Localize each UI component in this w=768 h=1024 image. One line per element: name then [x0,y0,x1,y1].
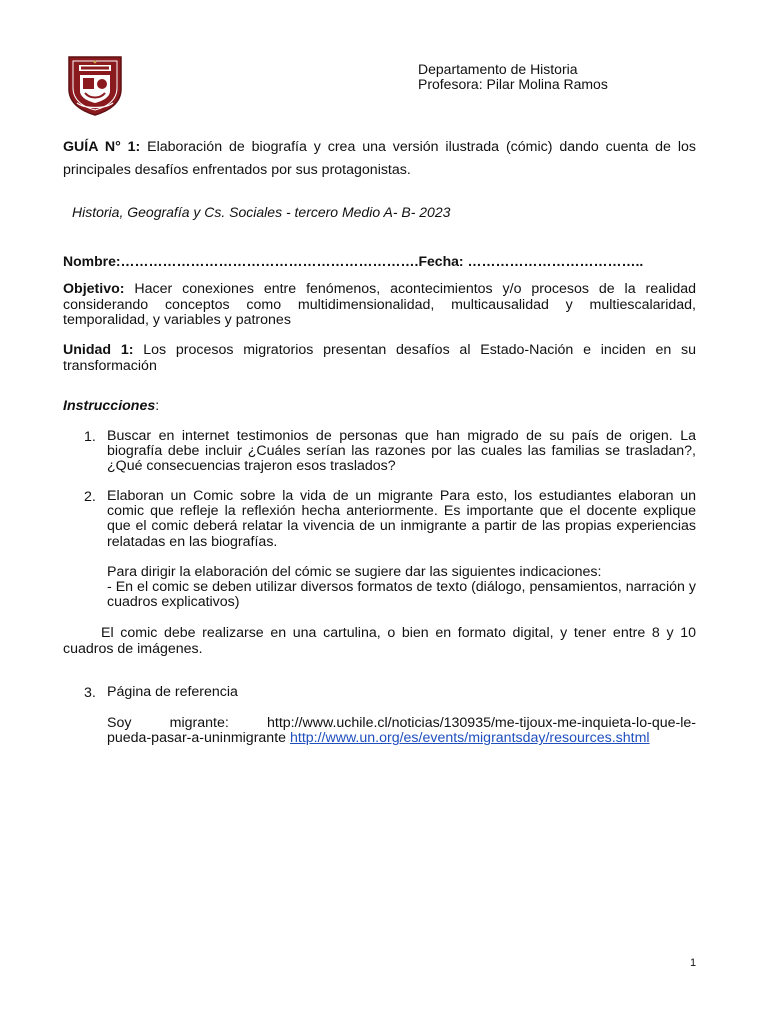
department-header [418,62,608,92]
guide-label: GUÍA N° 1: [63,139,141,155]
school-crest-logo [63,55,127,117]
reference-link[interactable]: http://www.un.org/es/events/migrantsday/resources.shtml [289,730,650,747]
objective-paragraph [63,282,696,329]
teacher-name: Profesora: Pilar Molina Ramos [418,76,608,92]
reference-label: Soy [107,715,132,731]
course-line: Historia, Geografía y Cs. Sociales - tercero Medio A- B- 2023 [72,204,451,220]
instructions-label: Instrucciones [63,398,156,414]
reference-word: migrante: [169,715,229,731]
objective-text: Hacer conexiones entre fenómenos, acontecimientos y/o procesos de la realidad considerando conceptos como multidimensionalidad, multicausalidad y multiescalaridad, temporalidad, y variables y patrones [63,281,696,328]
list-item-number: 3. [84,685,96,701]
reference-url-part2: pueda-pasar-a-uninmigrante [107,730,287,747]
list-item-text: Elaboran un Comic sobre la vida de un migrante Para esto, los estudiantes elaboran un comic que refleje la reflexión hecha anteriormente. Es importante que el docente explique que el comic deberá relatar la vivencia de un inmigrante a partir de las propias experiencias relatadas en las biografías. [107,488,696,550]
unit-label: Unidad 1: [63,342,134,358]
guide-title [63,136,696,182]
objective-label: Objetivo: [63,281,125,297]
list-item-text: Buscar en internet testimonios de personas que han migrado de su país de origen. La biografía debe incluir ¿Cuáles serían las razones por las cuales las familias se trasladan?, ¿Qué consecuencias trajeron esos traslados? [107,428,696,475]
page-number: 1 [690,957,697,969]
instructions-colon: : [155,398,160,414]
reference-url-part1: http://www.uchile.cl/noticias/130935/me-tijoux-me-inquieta-lo-que-le- [267,715,696,731]
comic-indications [107,565,696,611]
indications-point: - En el comic se deben utilizar diversos formatos de texto (diálogo, pensamientos, narración y cuadros explicativos) [107,579,696,611]
crest-icon [63,55,127,117]
department-name: Departamento de Historia [418,61,578,77]
unit-text: Los procesos migratorios presentan desafíos al Estado-Nación e inciden en su transformación [63,342,696,374]
unit-paragraph [63,343,696,374]
reference-line-2 [107,731,696,746]
indications-intro: Para dirigir la elaboración del cómic se sugiere dar las siguientes indicaciones: [107,564,602,580]
comic-format-note: El comic debe realizarse en una cartulina, o bien en formato digital, y tener entre 8 y 10 cuadros de imágenes. [63,625,696,657]
reference-line-1 [107,716,696,731]
list-item-number: 2. [84,489,96,505]
reference-block [107,716,696,746]
name-date-line: Nombre:……………………………………………………….Fecha: ……………………………….. [63,253,644,269]
instructions-heading [63,398,159,414]
list-item-number: 1. [84,429,96,445]
guide-text: Elaboración de biografía y crea una versión ilustrada (cómic) dando cuenta de los principales desafíos enfrentados por sus protagonistas. [63,139,696,178]
list-item-text: Página de referencia [107,684,238,700]
